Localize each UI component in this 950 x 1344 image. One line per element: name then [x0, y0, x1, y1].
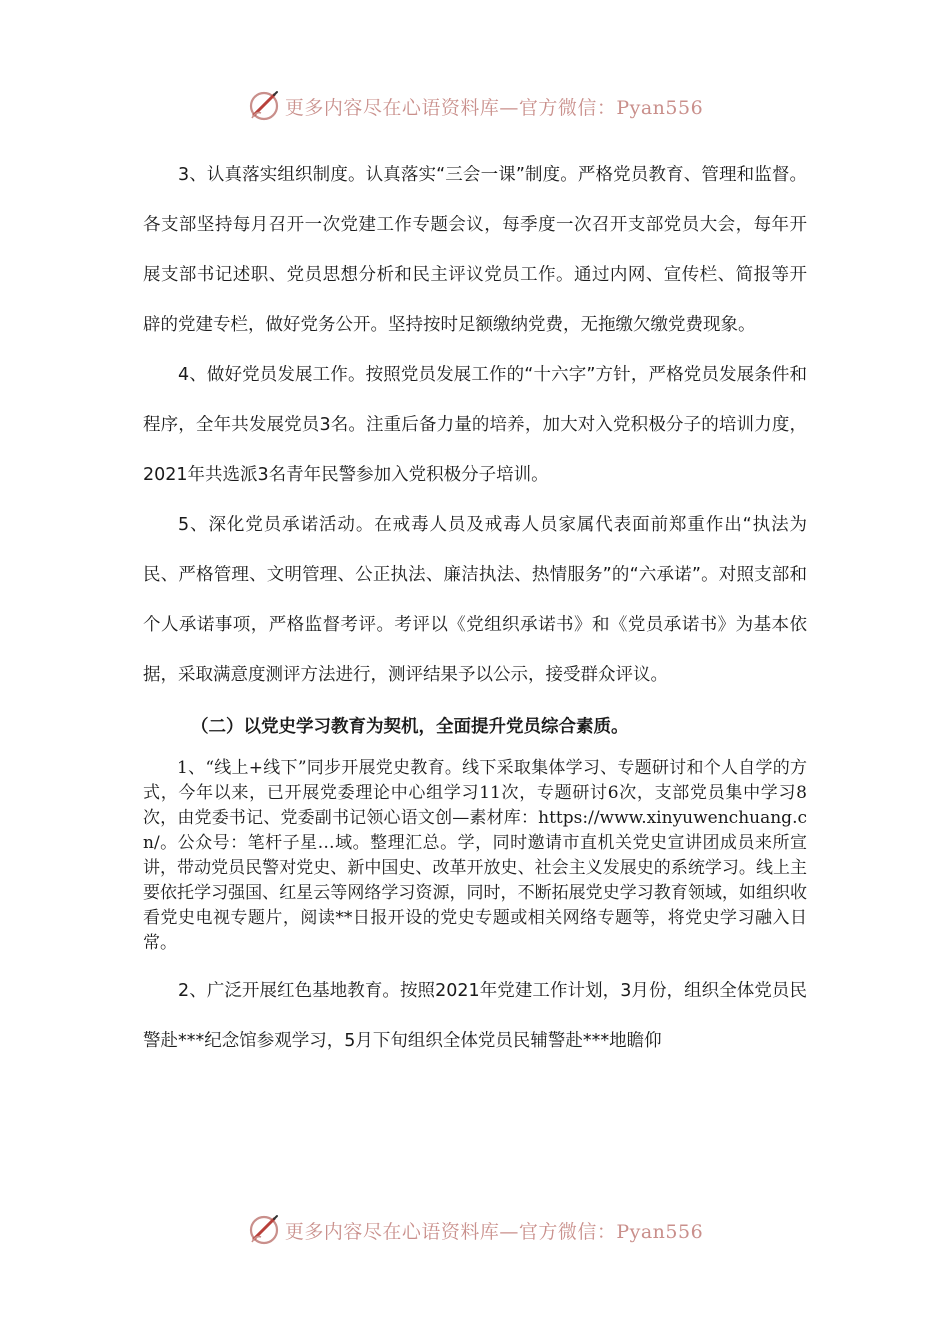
header-watermark-text: 更多内容尽在心语资料库—官方微信：Pyan556 — [284, 96, 704, 119]
footer-watermark — [0, 1212, 950, 1248]
header-watermark — [0, 88, 950, 124]
paragraph-3-organization-system: 3、认真落实组织制度。认真落实“三会一课”制度。严格党员教育、管理和监督。各支部坚持每月召开一次党建工作专题会议，每季度一次召开支部党员大会，每年开展支部书记述职、党员思想分析和民主评议党员工作。通过内网、宣传栏、简报等开辟的党建专栏，做好党务公开。坚持按时足额缴纳党费，无拖缴欠缴党费现象。 — [143, 165, 807, 335]
pen-circle-logo-icon — [247, 1213, 281, 1247]
paragraph-5-member-commitment: 5、深化党员承诺活动。在戒毒人员及戒毒人员家属代表面前郑重作出“执法为民、严格管理、文明管理、公正执法、廉洁执法、热情服务”的“六承诺”。对照支部和个人承诺事项，严格监督考评。考评以《党组织承诺书》和《党员承诺书》为基本依据，采取满意度测评方法进行，测评结果予以公示，接受群众评议。 — [143, 515, 807, 685]
section-2-heading: （二）以党史学习教育为契机，全面提升党员综合素质。 — [191, 717, 629, 737]
paragraph-2-1-party-history-education: 1、“线上+线下”同步开展党史教育。线下采取集体学习、专题研讨和个人自学的方式，今年以来，已开展党委理论中心组学习11次，专题研讨6次，支部党员集中学习8次，由党委书记、党委副书记领心语文创—素材库：https://www.xinyuwenchuang.cn/。公众号：笔杆子星…域。整理汇总。学，同时邀请市直机关党史宣讲团成员来所宣讲，带动党员民警对党史、新中国史、改革开放史、社会主义发展史的系统学习。线上主要依托学习强国、红星云等网络学习资源，同时，不断拓展党史学习教育领域，如组织收看党史电视专题片，阅读**日报开设的党史专题或相关网络专题等，将党史学习融入日常。 — [143, 758, 807, 953]
paragraph-4-member-development: 4、做好党员发展工作。按照党员发展工作的“十六字”方针，严格党员发展条件和程序，全年共发展党员3名。注重后备力量的培养，加大对入党积极分子的培训力度，2021年共选派3名青年民警参加入党积极分子培训。 — [143, 365, 807, 485]
document-body — [143, 150, 807, 1066]
paragraph-2-2-red-base-education: 2、广泛开展红色基地教育。按照2021年党建工作计划，3月份，组织全体党员民警赴***纪念馆参观学习，5月下旬组织全体党员民辅警赴***地瞻仰 — [143, 981, 807, 1051]
pen-circle-logo-icon — [247, 89, 281, 123]
footer-watermark-text: 更多内容尽在心语资料库—官方微信：Pyan556 — [284, 1220, 704, 1243]
